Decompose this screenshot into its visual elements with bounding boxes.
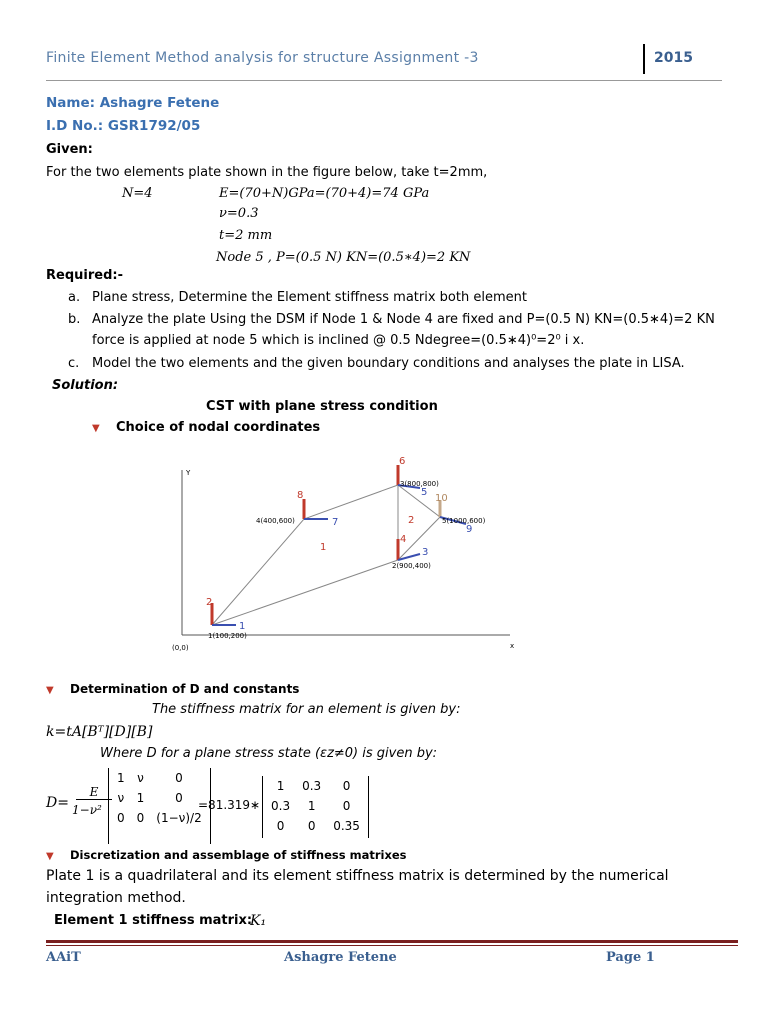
bullet-icon: ▼ <box>46 685 54 696</box>
required-label: Required:- <box>46 268 123 283</box>
d-matrix-1: 1 ν 0 ν 1 0 0 0 (1−ν)/2 <box>108 768 211 844</box>
given-nu: ν=0.3 <box>219 206 259 221</box>
d-lhs: D= <box>46 795 69 811</box>
element-2-edges <box>398 485 440 560</box>
dof-3-label: 3 <box>422 547 429 558</box>
origin-label: (0,0) <box>172 644 189 652</box>
given-n: N=4 <box>122 186 153 201</box>
bullet-d-constants: Determination of D and constants <box>70 682 300 696</box>
given-t: t=2 mm <box>219 228 273 243</box>
element-2-label: 2 <box>408 515 415 526</box>
required-b-text: Analyze the plate Using the DSM if Node 1 & Node 4 are fixed and P=(0.5 N) KN=(0.5∗4)=2 KN <box>92 312 715 327</box>
bullet-icon: ▼ <box>92 423 100 434</box>
given-e: E=(70+N)GPa=(70+4)=74 GPa <box>219 186 430 201</box>
required-a-text: Plane stress, Determine the Element stiffness matrix both element <box>92 290 527 305</box>
cst-heading: CST with plane stress condition <box>206 399 438 414</box>
footer-rule-thin <box>46 945 738 946</box>
plate-figure <box>170 455 530 655</box>
node-1-label: 1(100,200) <box>208 632 247 640</box>
student-id: I.D No.: GSR1792/05 <box>46 118 201 134</box>
x-axis-label: x <box>510 642 515 650</box>
dof-1-label: 1 <box>239 621 246 632</box>
student-name: Name: Ashagre Fetene <box>46 95 220 111</box>
element-1-label: 1 <box>320 542 327 553</box>
dof-9-label: 9 <box>466 524 473 535</box>
element-1-heading: Element 1 stiffness matrix: <box>54 913 253 928</box>
d-mid: =81.319∗ <box>198 798 261 812</box>
header-year: 2015 <box>654 50 693 66</box>
k-equation: k=tA[Bᵀ][D][B] <box>46 724 153 740</box>
dof-2-label: 2 <box>206 597 213 608</box>
required-c-text: Model the two elements and the given boundary conditions and analyses the plate in LISA. <box>92 356 685 371</box>
plate-text-2: integration method. <box>46 890 186 906</box>
dof-8-label: 8 <box>297 490 304 501</box>
dof-10-label: 10 <box>435 493 448 504</box>
footer-left: AAiT <box>46 950 81 965</box>
bullet-icon: ▼ <box>46 851 54 862</box>
node-2-label: 2(900,400) <box>392 562 431 570</box>
node-4-label: 4(400,600) <box>256 517 295 525</box>
given-label: Given: <box>46 142 93 157</box>
required-a-marker: a. <box>68 290 81 305</box>
k1-symbol: K₁ <box>250 913 267 929</box>
d-matrix-2: 1 0.3 0 0.3 1 0 0 0 0.35 <box>262 776 369 838</box>
given-p: Node 5 , P=(0.5 N) KN=(0.5∗4)=2 KN <box>216 250 471 265</box>
y-axis-label: Y <box>186 469 191 477</box>
required-b-marker: b. <box>68 312 81 327</box>
header-divider <box>643 44 645 74</box>
plate-text-1: Plate 1 is a quadrilateral and its element stiffness matrix is determined by the numerical <box>46 868 669 884</box>
header-rule <box>46 80 722 81</box>
d-frac-den: 1−ν² <box>72 803 102 817</box>
node-5-label: 5(1000,600) <box>442 517 486 525</box>
d-frac-num: E <box>76 785 112 800</box>
footer-rule-thick <box>46 940 738 943</box>
required-c-marker: c. <box>68 356 80 371</box>
given-text: For the two elements plate shown in the figure below, take t=2mm, <box>46 165 488 180</box>
bullet-discretization: Discretization and assemblage of stiffness matrixes <box>70 848 407 862</box>
dof-4-label: 4 <box>400 534 407 545</box>
stiffness-text: The stiffness matrix for an element is given by: <box>152 702 461 717</box>
header-title: Finite Element Method analysis for structure Assignment -3 <box>46 50 479 66</box>
bullet-nodal: Choice of nodal coordinates <box>116 420 321 435</box>
dof-7-label: 7 <box>332 517 339 528</box>
required-b-cont: force is applied at node 5 which is inclined @ 0.5 Ndegree=(0.5∗4)⁰=2⁰ i x. <box>92 333 585 348</box>
footer-page: Page 1 <box>606 950 655 965</box>
dof-5-label: 5 <box>421 487 428 498</box>
solution-label: Solution: <box>52 378 119 393</box>
node-3-label: 3(800,800) <box>400 480 439 488</box>
where-text: Where D for a plane stress state (εz≠0) is given by: <box>100 746 438 761</box>
dof-6-label: 6 <box>399 456 406 467</box>
footer-center: Ashagre Fetene <box>284 950 397 965</box>
